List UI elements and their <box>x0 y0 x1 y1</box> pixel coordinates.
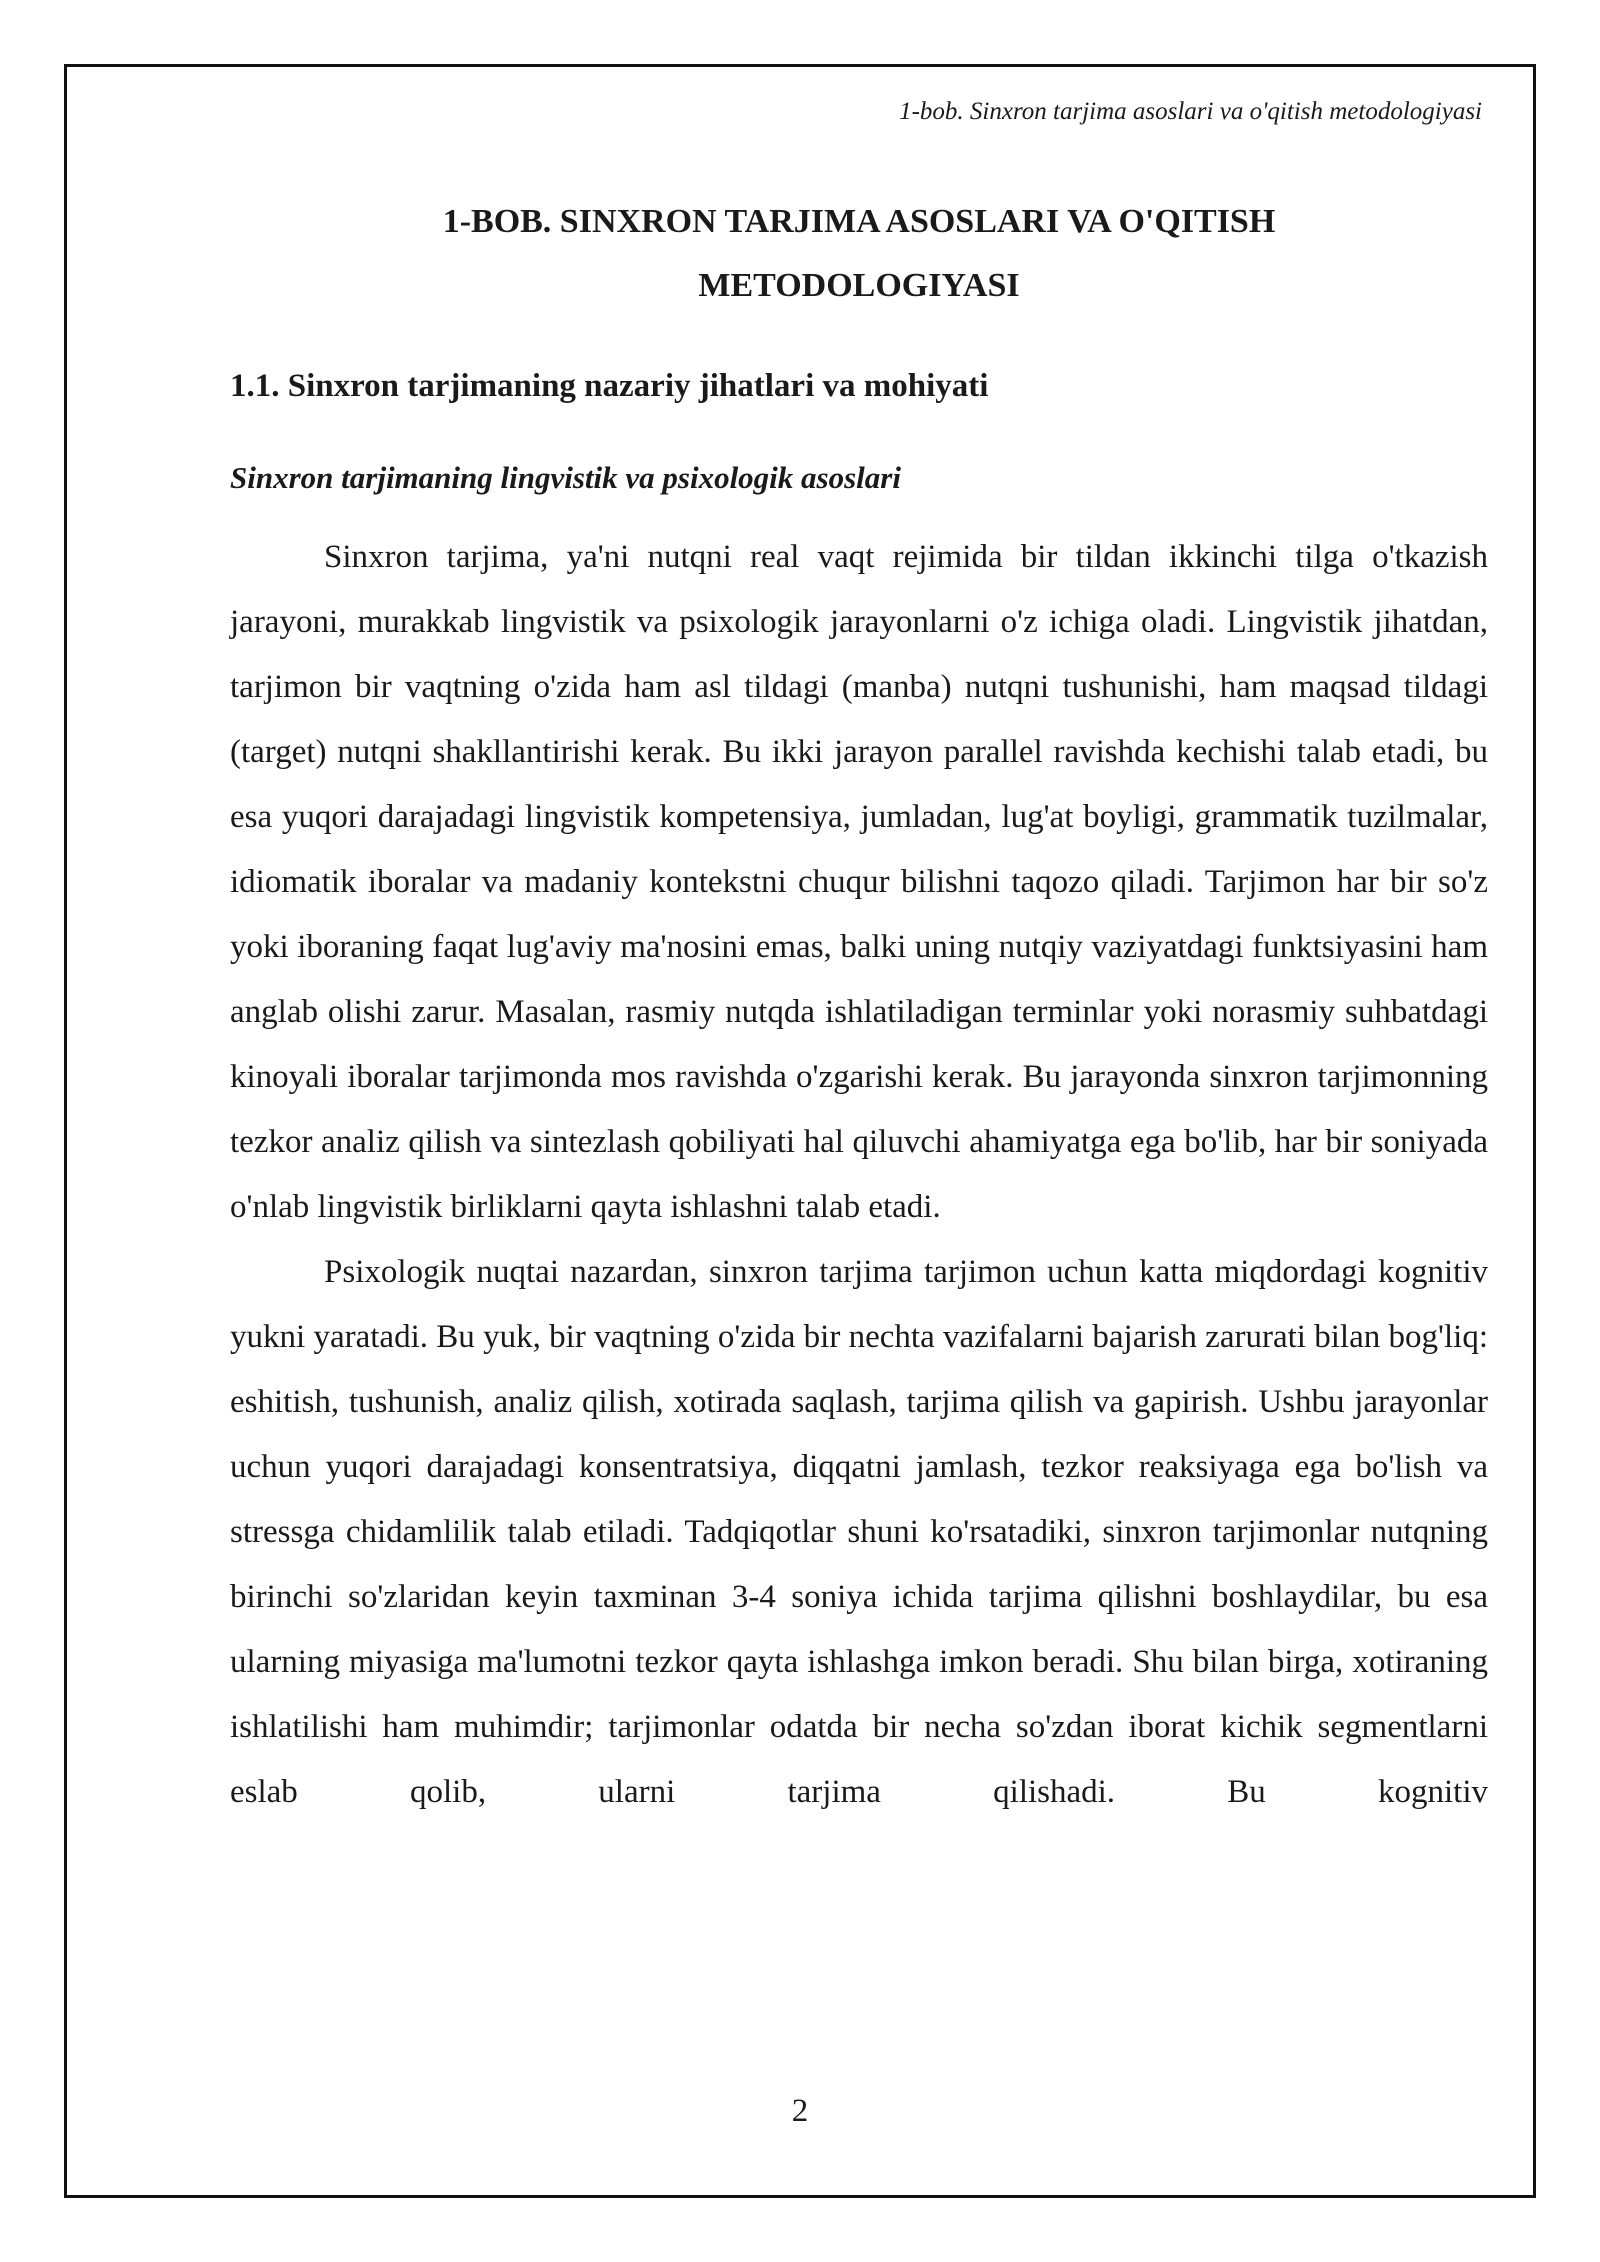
paragraph-2: Psixologik nuqtai nazardan, sinxron tarjima tarjimon uchun katta miqdordagi kognitiv yukni yaratadi. Bu yuk, bir vaqtning o'zida bir nechta vazifalarni bajarish zarurati bilan bog'liq: eshitish, tushunish, analiz qilish, xotirada saqlash, tarjima qilish va gapirish. Ushbu jarayonlar uchun yuqori darajadagi konsentratsiya, diqqatni jamlash, tezkor reaksiyaga ega bo'lish va stressga chidamlilik talab etiladi. Tadqiqotlar shuni ko'rsatadiki, sinxron tarjimonlar nutqning birinchi so'zlaridan keyin taxminan 3-4 soniya ichida tarjima qilishni boshlaydilar, bu esa ularning miyasiga ma'lumotni tezkor qayta ishlashga imkon beradi. Shu bilan birga, xotiraning ishlatilishi ham muhimdir; tarjimonlar odatda bir necha so'zdan iborat kichik segmentlarni eslab qolib, ularni tarjima qilishadi. Bu kognitiv <box>230 1254 1488 1810</box>
paragraph-1: Sinxron tarjima, ya'ni nutqni real vaqt rejimida bir tildan ikkinchi tilga o'tkazish jarayoni, murakkab lingvistik va psixologik jarayonlarni o'z ichiga oladi. Lingvistik jihatdan, tarjimon bir vaqtning o'zida ham asl tildagi (manba) nutqni tushunishi, ham maqsad tildagi (target) nutqni shakllantirishi kerak. Bu ikki jarayon parallel ravishda kechishi talab etadi, bu esa yuqori darajadagi lingvistik kompetensiya, jumladan, lug'at boyligi, grammatik tuzilmalar, idiomatik iboralar va madaniy kontekstni chuqur bilishni taqozo qiladi. Tarjimon har bir so'z yoki iboraning faqat lug'aviy ma'nosini emas, balki uning nutqiy vaziyatdagi funktsiyasini ham anglab olishi zarur. Masalan, rasmiy nutqda ishlatiladigan terminlar yoki norasmiy suhbatdagi kinoyali iboralar tarjimonda mos ravishda o'zgarishi kerak. Bu jarayonda sinxron tarjimonning tezkor analiz qilish va sintezlash qobiliyati hal qiluvchi ahamiyatga ega bo'lib, har bir soniyada o'nlab lingvistik birliklarni qayta ishlashni talab etadi. <box>230 539 1488 1225</box>
body-text <box>230 525 1488 1825</box>
section-title: 1.1. Sinxron tarjimaning nazariy jihatlari va mohiyati <box>230 368 989 404</box>
subsection-title: Sinxron tarjimaning lingvistik va psixologik asoslari <box>230 460 901 495</box>
running-header: 1-bob. Sinxron tarjima asoslari va o'qitish metodologiyasi <box>899 98 1482 125</box>
chapter-title <box>230 190 1488 318</box>
chapter-title-line-1: 1-BOB. SINXRON TARJIMA ASOSLARI VA O'QITISH <box>442 203 1276 240</box>
chapter-title-line-2: METODOLOGIYASI <box>698 267 1020 304</box>
page-number: 2 <box>791 2093 809 2129</box>
